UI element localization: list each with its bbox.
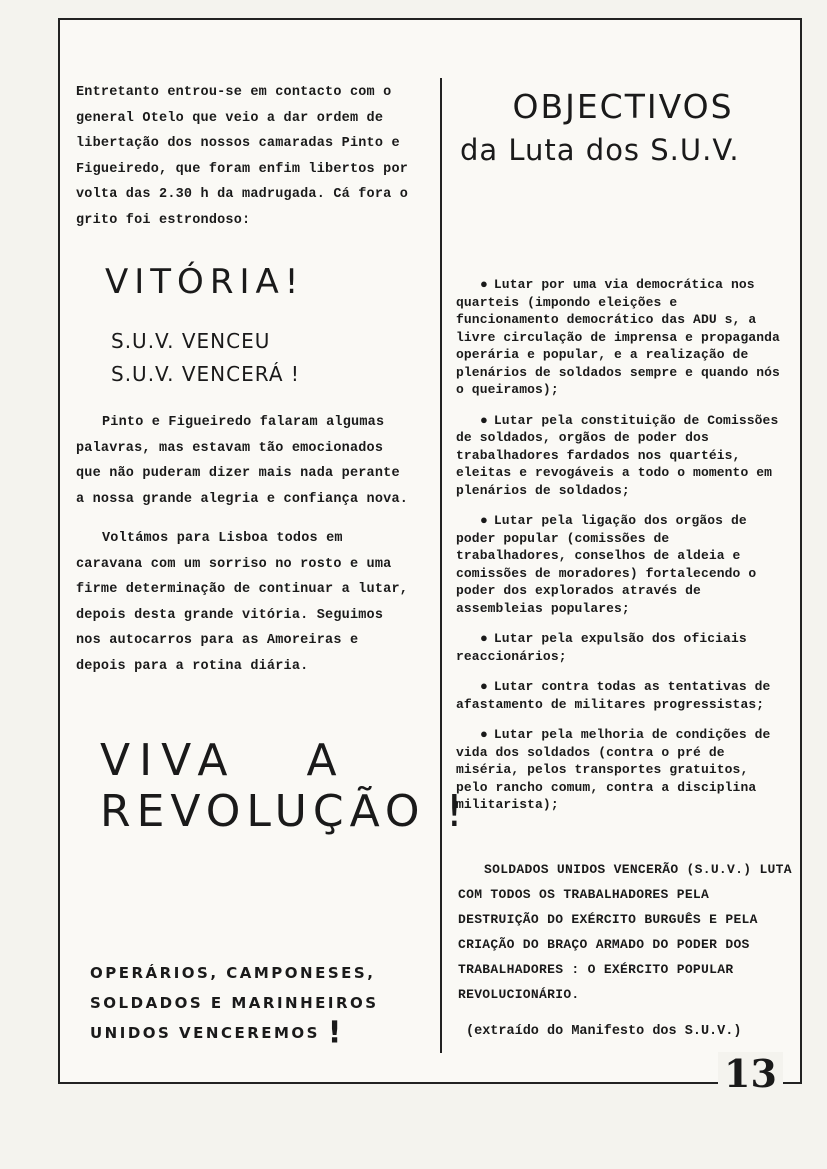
objectives-subtitle: da Luta dos S.U.V. xyxy=(460,133,740,167)
objective-item: ● Lutar contra todas as tentativas de afastamento de militares progressistas; xyxy=(456,679,771,712)
suv-chant xyxy=(111,325,300,391)
objective-item: ● Lutar pela expulsão dos oficiais reaccionários; xyxy=(456,631,747,664)
objectives-list xyxy=(456,276,786,827)
bullet-icon: ● xyxy=(480,513,488,528)
narrative-paragraph-3: Voltámos para Lisboa todos em caravana com um sorriso no rosto e uma firme determinação de continuar a lutar, depois desta grande vitória. Seguimos nos autocarros para as Amoreiras e depois para a rotina diária. xyxy=(76,531,409,674)
suv-declaration xyxy=(458,857,792,1007)
a-word: A xyxy=(306,735,346,786)
objective-item: ● Lutar pela constituição de Comissões de soldados, orgãos de poder dos trabalhadores fardados nos quartéis, eleitas e revogáveis a todo o momento em plenários de soldados; xyxy=(456,412,779,498)
bullet-icon: ● xyxy=(480,631,488,646)
objective-item: ● Lutar pela melhoria de condições de vida dos soldados (contra o pré de miséria, pelos transportes gratuitos, pelo rancho comum, contra a disciplina militarista); xyxy=(456,727,771,812)
objective-item: ● Lutar pela ligação dos orgãos de poder popular (comissões de trabalhadores, conselhos de aldeia e comissões de moradores) fortalecendo o poder dos explorados através de assembleias populares; xyxy=(456,513,757,616)
slogan-line-3: UNIDOS VENCEREMOS ! xyxy=(90,1015,344,1051)
objective-item: ● Lutar por uma via democrática nos quarteis (impondo eleições e funcionamento democrático das ADU s, a livre circulação de imprensa e propaganda operária e popular, e a realização de plenários de soldados sempre e quando nós o queiramos); xyxy=(456,277,780,397)
left-column-lower xyxy=(76,410,416,679)
bullet-icon: ● xyxy=(480,412,488,428)
source-citation: (extraído do Manifesto dos S.U.V.) xyxy=(466,1024,742,1039)
unity-slogan xyxy=(90,958,379,1049)
revolucao-headline: REVOLUÇÃO ! xyxy=(100,786,470,837)
victory-shout: VITÓRIA! xyxy=(105,262,305,302)
viva-word: VIVA xyxy=(100,735,237,786)
slogan-line-1: OPERÁRIOS, CAMPONESES, xyxy=(90,964,376,982)
suv-chant-line-2: S.U.V. VENCERÁ ! xyxy=(111,362,300,386)
page-number: 13 xyxy=(718,1052,783,1096)
bullet-icon: ● xyxy=(480,277,488,292)
objectives-title: OBJECTIVOS xyxy=(512,87,734,126)
slogan-exclamation: ! xyxy=(327,1015,344,1051)
narrative-paragraph-1: Entretanto entrou-se em contacto com o general Otelo que veio a dar ordem de libertação dos nossos camaradas Pinto e Figueiredo, que foram enfim libertos por volta das 2.30 h da madrugada. Cá fora o grito foi estrondoso: xyxy=(76,85,409,228)
bullet-icon: ● xyxy=(480,727,488,742)
narrative-paragraph-2: Pinto e Figueiredo falaram algumas palavras, mas estavam tão emocionados que não puderam dizer mais nada perante a nossa grande alegria e confiança nova. xyxy=(76,415,409,507)
bullet-icon: ● xyxy=(480,679,488,694)
left-column xyxy=(76,80,416,233)
suv-chant-line-1: S.U.V. VENCEU xyxy=(111,329,271,353)
viva-headline xyxy=(100,735,346,786)
slogan-line-2: SOLDADOS E MARINHEIROS xyxy=(90,994,379,1012)
declaration-text: SOLDADOS UNIDOS VENCERÃO (S.U.V.) LUTA COM TODOS OS TRABALHADORES PELA DESTRUIÇÃO DO EXÉRCITO BURGUÊS E PELA CRIAÇÃO DO BRAÇO ARMADO DO PODER DOS TRABALHADORES : O EXÉRCITO POPULAR REVOLUCIONÁRIO. xyxy=(458,862,792,1002)
objectives-header xyxy=(456,88,790,166)
column-divider xyxy=(440,78,442,1053)
